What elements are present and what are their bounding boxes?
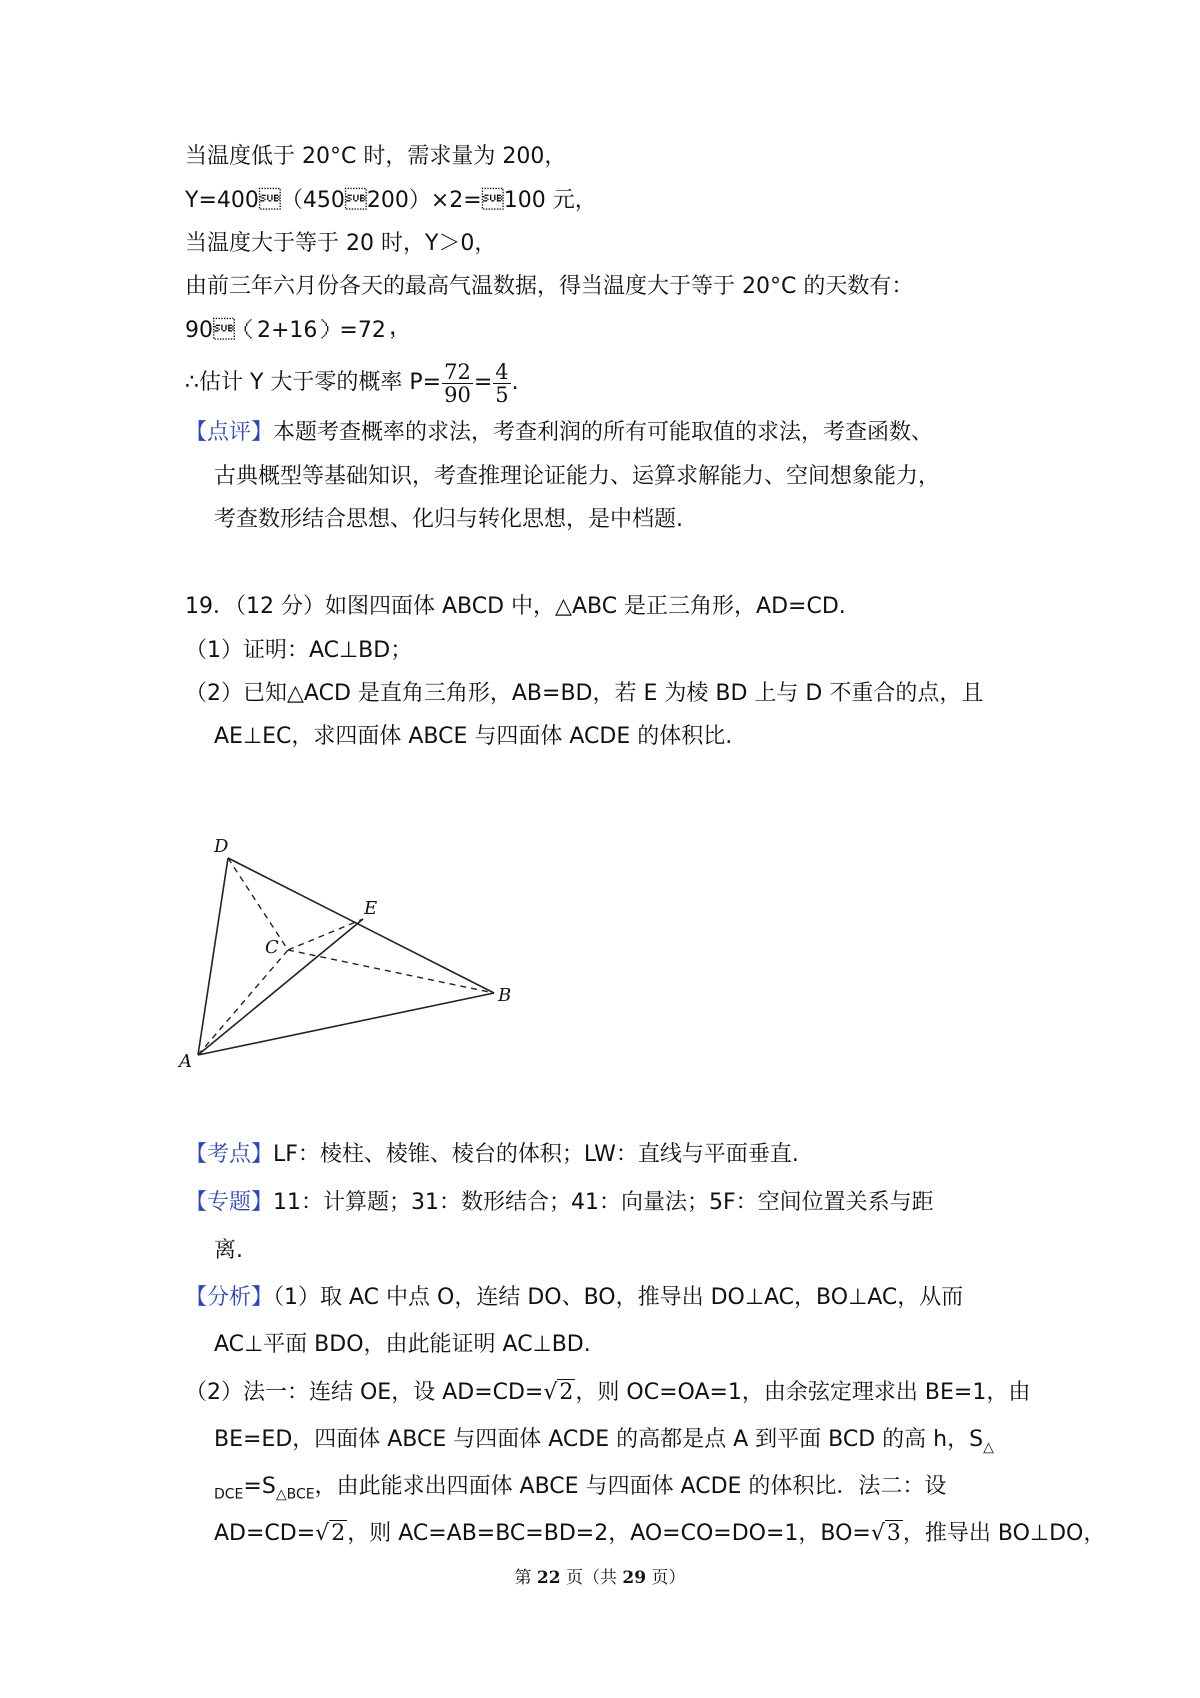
edge-dc: [228, 858, 288, 950]
text: ∴估计 Y 大于零的概率 P=: [185, 370, 442, 395]
fenxi-line: [185, 1283, 963, 1313]
footer-text: 第: [514, 1568, 537, 1588]
text: =S: [243, 1474, 276, 1499]
edge-db: [228, 858, 494, 993]
text: （2）法一：连结 OE，设 AD=CD=: [185, 1380, 544, 1405]
text: LF：棱柱、棱锥、棱台的体积；LW：直线与平面垂直.: [273, 1142, 799, 1167]
label-a: A: [179, 1051, 192, 1072]
sqrt-expression: √2: [315, 1521, 346, 1546]
label-b: B: [498, 985, 512, 1006]
radicand: 2: [331, 1521, 346, 1546]
total-pages: 29: [622, 1568, 647, 1588]
edge-ce: [288, 919, 363, 950]
text: AD=CD=: [214, 1521, 316, 1546]
text-line: [214, 1472, 946, 1509]
equals: =: [473, 370, 493, 395]
problem-title: 19．（12 分）如图四面体 ABCD 中，△ABC 是正三角形，AD=CD.: [185, 594, 846, 619]
text-line: 考查数形结合思想、化归与转化思想，是中档题.: [214, 507, 683, 532]
text: ，由此能求出四面体 ABCE 与四面体 ACDE 的体积比．法二：设: [314, 1474, 947, 1499]
section-tag: 【点评】: [185, 420, 274, 445]
label-d: D: [214, 836, 229, 857]
footer-text: 页）: [646, 1568, 686, 1588]
radicand: 2: [559, 1380, 574, 1405]
sqrt-expression: √3: [870, 1521, 901, 1546]
text-line: [214, 1519, 1105, 1549]
section-tag: 【考点】: [185, 1142, 274, 1167]
fraction-numerator: 4: [495, 359, 509, 384]
problem-part-1: （1）证明：AC⊥BD；: [185, 638, 413, 663]
text-line: [214, 1425, 994, 1462]
text: ，推导出 BO⊥DO，: [902, 1521, 1106, 1546]
text-line: Y=400（450200）×2=100 元，: [185, 188, 597, 213]
edge-da: [198, 858, 228, 1055]
label-e: E: [364, 898, 378, 919]
subscript: △: [983, 1439, 994, 1456]
text-line: 古典概型等基础知识，考查推理论证能力、运算求解能力、空间想象能力，: [214, 464, 941, 489]
kaodian-line: [185, 1140, 799, 1170]
subscript: DCE: [214, 1486, 244, 1503]
text-line: 由前三年六月份各天的最高气温数据，得当温度大于等于 20°C 的天数有：: [185, 274, 914, 299]
subscript: △BCE: [275, 1486, 315, 1503]
fraction-denominator: 5: [495, 382, 509, 407]
radicand: 3: [886, 1521, 901, 1546]
section-tag: 【分析】: [185, 1285, 274, 1310]
text-line: [185, 1378, 1030, 1408]
text: ，则 OC=OA=1，由余弦定理求出 BE=1，由: [575, 1380, 1031, 1405]
edge-ae: [198, 919, 363, 1055]
text-line: 当温度低于 20°C 时，需求量为 200，: [185, 144, 567, 169]
text-line: AE⊥EC，求四面体 ABCE 与四面体 ACDE 的体积比.: [214, 724, 733, 749]
text-line: 90（2+16）=72，: [185, 318, 408, 343]
page-footer: [0, 1563, 1200, 1588]
text: BE=ED，四面体 ABCE 与四面体 ACDE 的高都是点 A 到平面 BCD 的高 h，S: [214, 1427, 984, 1452]
edge-cb: [288, 950, 494, 993]
text: 本题考查概率的求法，考查利润的所有可能取值的求法，考查函数、: [273, 420, 934, 445]
text-line: 离.: [214, 1238, 243, 1263]
text: ，则 AC=AB=BC=BD=2，AO=CO=DO=1，BO=: [347, 1521, 871, 1546]
footer-text: 页（共: [560, 1568, 623, 1588]
text: 11：计算题；31：数形结合；41：向量法；5F：空间位置关系与距: [273, 1190, 934, 1215]
period: .: [511, 370, 519, 395]
page-number: 22: [536, 1568, 561, 1588]
text: （1）取 AC 中点 O，连结 DO、BO，推导出 DO⊥AC，BO⊥AC，从而: [273, 1285, 964, 1310]
text-line: AC⊥平面 BDO，由此能证明 AC⊥BD.: [214, 1332, 591, 1357]
text-line: 当温度大于等于 20 时，Y＞0，: [185, 231, 497, 256]
problem-part-2: （2）已知△ACD 是直角三角形，AB=BD，若 E 为棱 BD 上与 D 不重合的点，且: [185, 681, 984, 706]
section-tag: 【专题】: [185, 1190, 274, 1215]
fraction-denominator: 90: [444, 382, 471, 407]
zhuanti-line: [185, 1188, 934, 1218]
label-c: C: [265, 937, 279, 958]
sqrt-expression: √2: [543, 1380, 574, 1405]
fraction-numerator: 72: [444, 359, 471, 384]
